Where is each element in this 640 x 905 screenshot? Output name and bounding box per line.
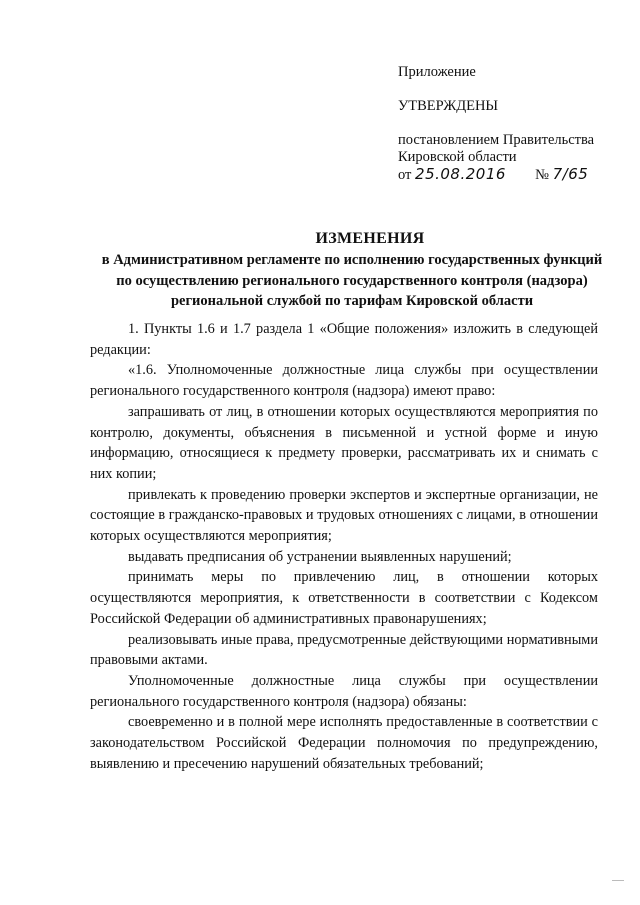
approved-by-line2: Кировской области xyxy=(398,149,517,165)
handwritten-number: 7/65 xyxy=(552,165,589,183)
appendix-label: Приложение xyxy=(398,64,476,80)
document-body xyxy=(90,319,598,774)
document-title: ИЗМЕНЕНИЯ xyxy=(315,230,425,247)
paragraph: запрашивать от лиц, в отношении которых осуществляются мероприятия по контролю, документы, объяснения в письменной и устной форме и иную информацию, относящиеся к предмету проверки, рассматривать их и снимать с них копии; xyxy=(90,403,598,482)
number-prefix: № xyxy=(535,167,550,183)
paragraph: «1.6. Уполномоченные должностные лица службы при осуществлении регионального государственного контроля (надзора) имеют право: xyxy=(90,362,598,400)
handwritten-date: 25.08.2016 xyxy=(415,165,506,183)
paragraph: Уполномоченные должностные лица службы при осуществлении регионального государственного контроля (надзора) обязаны: xyxy=(90,672,598,710)
approved-by-line1: постановлением Правительства xyxy=(398,132,595,148)
date-prefix: от xyxy=(398,167,412,183)
paragraph: своевременно и в полной мере исполнять предоставленные в соответствии с законодательством Российской Федерации полномочия по предупреждению, выявлению и пресечению нарушений обязательных требований; xyxy=(90,714,598,772)
paragraph: реализовывать иные права, предусмотренные действующими нормативными правовыми актами. xyxy=(90,631,598,669)
paragraph: 1. Пункты 1.6 и 1.7 раздела 1 «Общие положения» изложить в следующей редакции: xyxy=(90,321,598,358)
corner-mark xyxy=(612,880,624,889)
paragraph: привлекать к проведению проверки экспертов и экспертные организации, не состоящие в гражданско-правовых и трудовых отношениях с лицами, в отношении которых осуществляются мероприятия; xyxy=(90,486,598,545)
paragraph: выдавать предписания об устранении выявленных нарушений; xyxy=(128,548,512,565)
document-subtitle: в Административном регламенте по исполнению государственных функций по осуществлению регионального государственного контроля (надзора) региональной службой по тарифам Кировской области xyxy=(101,252,603,309)
paragraph: принимать меры по привлечению лиц, в отношении которых осуществляются мероприятия, к ответственности в соответствии с Кодексом Российской Федерации об административных правонарушениях; xyxy=(90,569,598,627)
approved-label: УТВЕРЖДЕНЫ xyxy=(398,98,499,114)
date-number-line xyxy=(398,166,588,184)
